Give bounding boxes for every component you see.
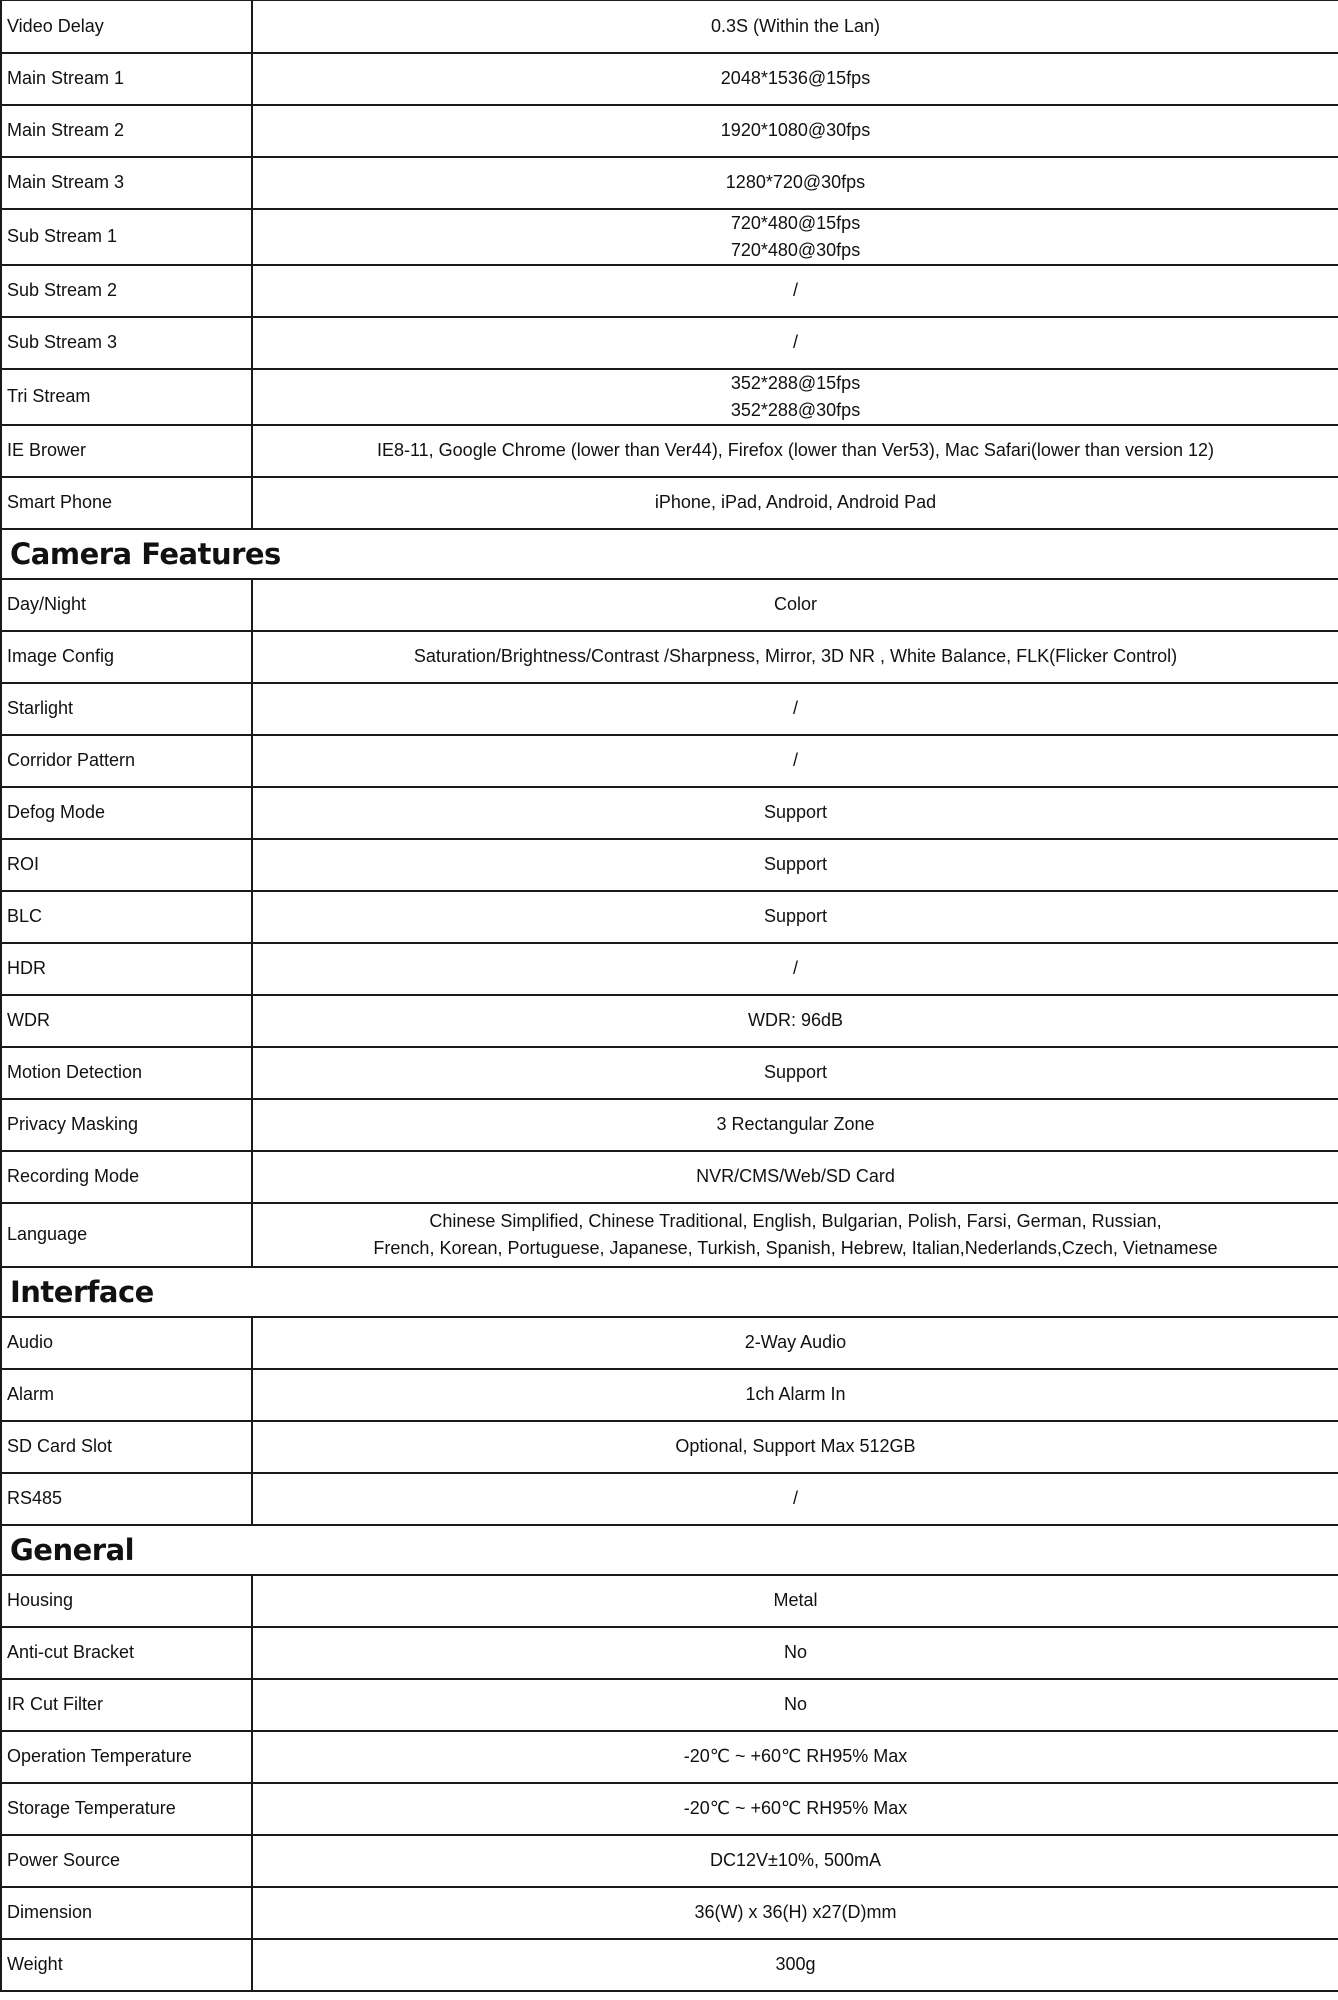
spec-row-day-night	[1, 579, 1338, 631]
spec-label: Image Config	[1, 631, 252, 683]
spec-row-sub-stream-3	[1, 317, 1338, 369]
spec-row-sub-stream-1	[1, 209, 1338, 265]
spec-value	[252, 995, 1338, 1047]
spec-value	[252, 369, 1338, 425]
spec-row-alarm	[1, 1369, 1338, 1421]
spec-label: Day/Night	[1, 579, 252, 631]
spec-value-line: No	[783, 1694, 807, 1714]
spec-row-corridor-pattern	[1, 735, 1338, 787]
spec-value	[252, 1047, 1338, 1099]
spec-row-starlight	[1, 683, 1338, 735]
spec-label: Weight	[1, 1939, 252, 1991]
spec-value-line: 720*480@15fps	[730, 212, 861, 233]
section-heading-general: General	[1, 1525, 1338, 1575]
spec-value	[252, 735, 1338, 787]
spec-value	[252, 579, 1338, 631]
spec-label: Corridor Pattern	[1, 735, 252, 787]
spec-label: Motion Detection	[1, 1047, 252, 1099]
spec-label: ROI	[1, 839, 252, 891]
spec-value	[252, 1731, 1338, 1783]
spec-value	[252, 1421, 1338, 1473]
spec-row-main-stream-3	[1, 157, 1338, 209]
spec-row-main-stream-1	[1, 53, 1338, 105]
spec-value	[252, 839, 1338, 891]
spec-row-rs485	[1, 1473, 1338, 1525]
spec-table-body	[1, 1, 1338, 1991]
spec-label: Audio	[1, 1317, 252, 1369]
spec-value-line: /	[792, 958, 798, 978]
spec-label: Starlight	[1, 683, 252, 735]
spec-label: Tri Stream	[1, 369, 252, 425]
spec-label: Main Stream 3	[1, 157, 252, 209]
spec-row-main-stream-2	[1, 105, 1338, 157]
spec-value	[252, 1203, 1338, 1267]
spec-value-line: /	[792, 698, 798, 718]
spec-value	[252, 157, 1338, 209]
spec-label: IE Brower	[1, 425, 252, 477]
spec-row-smart-phone	[1, 477, 1338, 529]
spec-row-sub-stream-2	[1, 265, 1338, 317]
spec-value-line: WDR: 96dB	[747, 1010, 844, 1030]
spec-value-line: Support	[763, 1062, 828, 1082]
spec-value-line: 2-Way Audio	[744, 1332, 847, 1352]
spec-row-operation-temperature	[1, 1731, 1338, 1783]
spec-row-roi	[1, 839, 1338, 891]
spec-label: Anti-cut Bracket	[1, 1627, 252, 1679]
spec-value-line: Saturation/Brightness/Contrast /Sharpness, Mirror, 3D NR , White Balance, FLK(Flicker Control)	[413, 646, 1178, 666]
spec-row-ie-brower	[1, 425, 1338, 477]
spec-value-line: -20℃ ~ +60℃ RH95% Max	[683, 1746, 908, 1766]
spec-label: HDR	[1, 943, 252, 995]
spec-value	[252, 1939, 1338, 1991]
spec-value-line: Optional, Support Max 512GB	[675, 1436, 916, 1456]
spec-row-defog-mode	[1, 787, 1338, 839]
spec-value-line: iPhone, iPad, Android, Android Pad	[654, 492, 937, 512]
spec-row-wdr	[1, 995, 1338, 1047]
spec-value-line: Color	[773, 594, 817, 614]
spec-value-line: Metal	[773, 1590, 818, 1610]
spec-label: IR Cut Filter	[1, 1679, 252, 1731]
spec-value-line: /	[792, 1488, 798, 1508]
spec-value-line: NVR/CMS/Web/SD Card	[696, 1166, 895, 1186]
spec-value	[252, 1369, 1338, 1421]
spec-label: Sub Stream 3	[1, 317, 252, 369]
spec-label: Storage Temperature	[1, 1783, 252, 1835]
spec-value-line: 2048*1536@15fps	[720, 68, 871, 88]
spec-value	[252, 265, 1338, 317]
spec-row-hdr	[1, 943, 1338, 995]
spec-value	[252, 1627, 1338, 1679]
spec-value-line: Support	[763, 802, 828, 822]
spec-row-motion-detection	[1, 1047, 1338, 1099]
spec-row-blc	[1, 891, 1338, 943]
spec-value-line: 3 Rectangular Zone	[716, 1114, 875, 1134]
spec-value-line: 1920*1080@30fps	[720, 120, 871, 140]
spec-label: WDR	[1, 995, 252, 1047]
spec-row-tri-stream	[1, 369, 1338, 425]
spec-value-line: Chinese Simplified, Chinese Traditional, English, Bulgarian, Polish, Farsi, German, Russian,	[429, 1210, 1162, 1231]
spec-row-privacy-masking	[1, 1099, 1338, 1151]
spec-value	[252, 1, 1338, 53]
section-heading-camera-features: Camera Features	[1, 529, 1338, 579]
spec-label: Main Stream 2	[1, 105, 252, 157]
spec-value-line: 0.3S (Within the Lan)	[710, 15, 881, 36]
spec-value	[252, 1679, 1338, 1731]
section-row	[1, 1525, 1338, 1575]
spec-value	[252, 943, 1338, 995]
spec-value-line: 1ch Alarm In	[745, 1384, 846, 1404]
spec-value	[252, 477, 1338, 529]
spec-row-language	[1, 1203, 1338, 1267]
spec-label: Defog Mode	[1, 787, 252, 839]
spec-row-power-source	[1, 1835, 1338, 1887]
spec-value-line: No	[783, 1642, 807, 1662]
spec-value	[252, 1835, 1338, 1887]
spec-value	[252, 1317, 1338, 1369]
spec-value-line: /	[792, 280, 798, 300]
spec-row-ir-cut-filter	[1, 1679, 1338, 1731]
section-row	[1, 529, 1338, 579]
spec-label: Housing	[1, 1575, 252, 1627]
spec-value	[252, 1099, 1338, 1151]
spec-value	[252, 209, 1338, 265]
spec-value	[252, 1575, 1338, 1627]
spec-value	[252, 53, 1338, 105]
spec-label: Sub Stream 2	[1, 265, 252, 317]
spec-label: SD Card Slot	[1, 1421, 252, 1473]
spec-value	[252, 1783, 1338, 1835]
spec-value-line: 352*288@15fps	[730, 372, 861, 393]
spec-label: RS485	[1, 1473, 252, 1525]
spec-value-line: 352*288@30fps	[730, 399, 861, 420]
spec-value	[252, 787, 1338, 839]
spec-label: Sub Stream 1	[1, 209, 252, 265]
spec-value	[252, 317, 1338, 369]
spec-label: Main Stream 1	[1, 53, 252, 105]
section-row	[1, 1267, 1338, 1317]
spec-value-line: Support	[763, 854, 828, 874]
spec-value-line: /	[792, 750, 798, 770]
spec-value-line: -20℃ ~ +60℃ RH95% Max	[683, 1798, 908, 1818]
spec-label: Smart Phone	[1, 477, 252, 529]
spec-label: BLC	[1, 891, 252, 943]
section-heading-interface: Interface	[1, 1267, 1338, 1317]
spec-row-weight	[1, 1939, 1338, 1991]
spec-value-line: Support	[763, 906, 828, 926]
spec-row-image-config	[1, 631, 1338, 683]
spec-value	[252, 1473, 1338, 1525]
spec-value	[252, 683, 1338, 735]
spec-value	[252, 105, 1338, 157]
spec-row-anti-cut-bracket	[1, 1627, 1338, 1679]
spec-value-line: 36(W) x 36(H) x27(D)mm	[694, 1902, 897, 1922]
spec-label: Operation Temperature	[1, 1731, 252, 1783]
spec-value	[252, 1887, 1338, 1939]
spec-value-line: DC12V±10%, 500mA	[710, 1850, 881, 1870]
spec-value-line: 300g	[775, 1954, 816, 1974]
spec-label: Alarm	[1, 1369, 252, 1421]
spec-row-dimension	[1, 1887, 1338, 1939]
spec-value	[252, 631, 1338, 683]
spec-label: Dimension	[1, 1887, 252, 1939]
spec-value-line: 720*480@30fps	[730, 239, 861, 260]
spec-value-line: IE8-11, Google Chrome (lower than Ver44), Firefox (lower than Ver53), Mac Safari(lower than version 12)	[376, 440, 1215, 460]
spec-value-line: French, Korean, Portuguese, Japanese, Turkish, Spanish, Hebrew, Italian,Nederlands,Czech, Vietnamese	[373, 1237, 1218, 1258]
spec-value	[252, 891, 1338, 943]
spec-value	[252, 1151, 1338, 1203]
spec-row-audio	[1, 1317, 1338, 1369]
spec-row-sd-card-slot	[1, 1421, 1338, 1473]
spec-label: Video Delay	[1, 1, 252, 53]
spec-label: Power Source	[1, 1835, 252, 1887]
spec-row-housing	[1, 1575, 1338, 1627]
spec-label: Recording Mode	[1, 1151, 252, 1203]
spec-row-video-delay	[1, 1, 1338, 53]
spec-label: Privacy Masking	[1, 1099, 252, 1151]
spec-label: Language	[1, 1203, 252, 1267]
spec-row-recording-mode	[1, 1151, 1338, 1203]
spec-value-line: 1280*720@30fps	[725, 172, 866, 192]
spec-value-line: /	[792, 332, 798, 352]
spec-row-storage-temperature	[1, 1783, 1338, 1835]
spec-value	[252, 425, 1338, 477]
